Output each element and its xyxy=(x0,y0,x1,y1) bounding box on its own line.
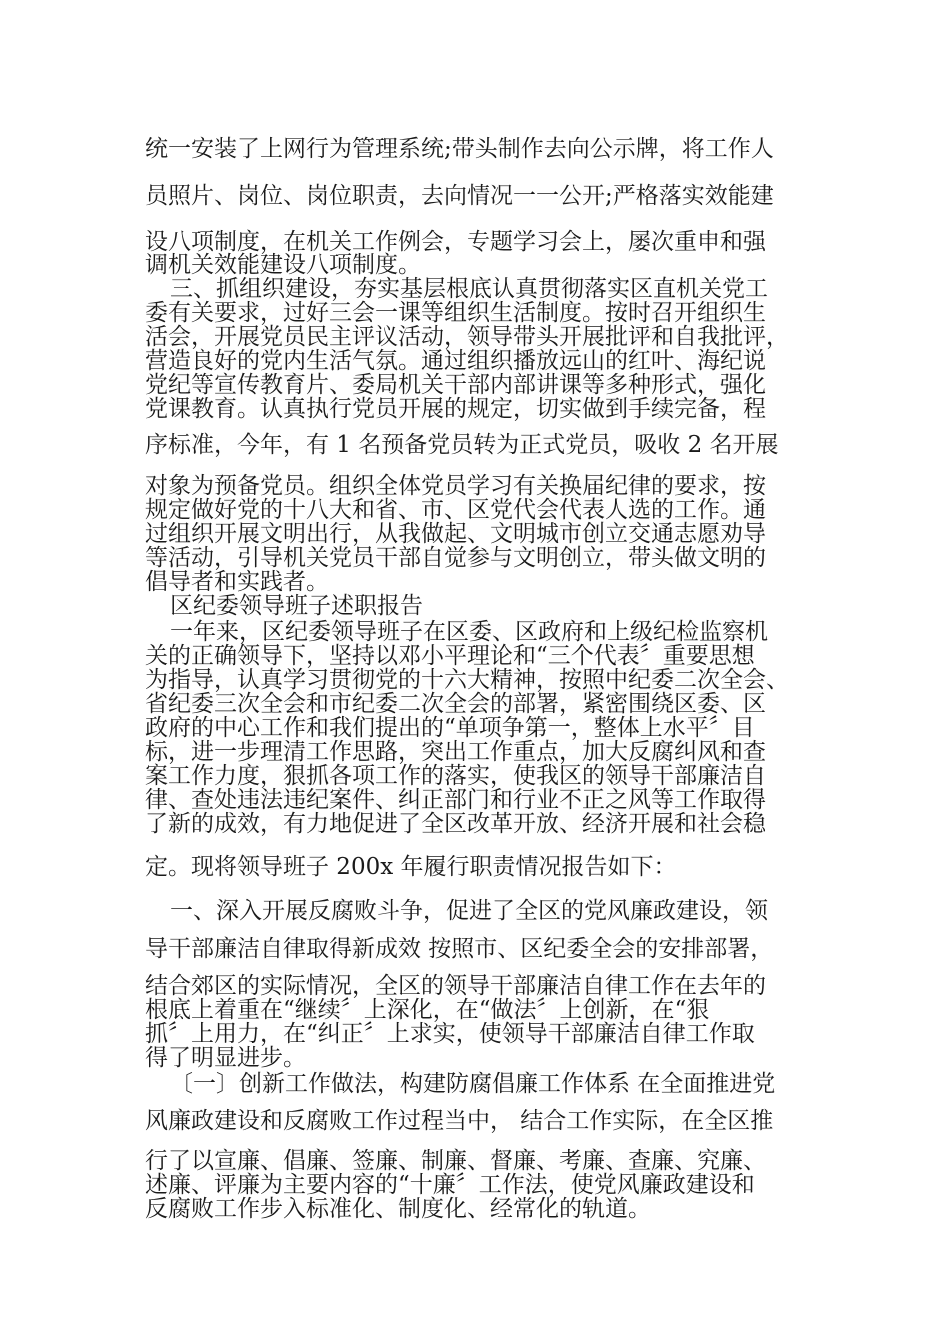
text-line: 对象为预备党员。组织全体党员学习有关换届纪律的要求，按 xyxy=(145,473,766,499)
text-line: 省纪委三次全会和市纪委二次全会的部署，紧密围绕区委、区 xyxy=(145,691,766,717)
text-line: 反腐败工作步入标准化、制度化、经常化的轨道。 xyxy=(145,1196,651,1222)
text-line: 活会，开展党员民主评议活动，领导带头开展批评和自我批评， xyxy=(145,324,789,350)
text-line: 导干部廉洁自律取得新成效 按照市、区纪委全会的安排部署， xyxy=(145,936,774,962)
text-line: 一、深入开展反腐败斗争，促进了全区的党风廉政建设，领 xyxy=(170,898,768,924)
text-line: 关的正确领导下，坚持以邓小平理论和“三个代表〞重要思想 xyxy=(145,643,755,669)
text-line: 定。现将领导班子 200x 年履行职责情况报告如下： xyxy=(145,854,677,880)
text-line: 调机关效能建设八项制度。 xyxy=(145,252,421,278)
text-line: 委有关要求，过好三会一课等组织生活制度。按时召开组织生 xyxy=(145,300,766,326)
text-line: 营造良好的党内生活气氛。通过组织播放远山的红叶、海纪说 xyxy=(145,348,766,374)
text-line: 抓〞上用力，在“纠正〞上求实，使领导干部廉洁自律工作取 xyxy=(145,1021,755,1047)
text-line: 规定做好党的十八大和省、市、区党代会代表人选的工作。通 xyxy=(145,497,766,523)
text-line: 党纪等宣传教育片、委局机关干部内部讲课等多种形式，强化 xyxy=(145,372,766,398)
text-line: 律、查处违法违纪案件、纠正部门和行业不正之风等工作取得 xyxy=(145,787,766,813)
text-line: 党课教育。认真执行党员开展的规定，切实做到手续完备，程 xyxy=(145,396,766,422)
text-line: 述廉、评廉为主要内容的“十廉〞工作法，使党风廉政建设和 xyxy=(145,1172,755,1198)
text-line: 结合郊区的实际情况，全区的领导干部廉洁自律工作在去年的 xyxy=(145,973,766,999)
text-line: 得了明显进步。 xyxy=(145,1045,306,1071)
text-line: 标，进一步理清工作思路，突出工作重点，加大反腐纠风和查 xyxy=(145,739,766,765)
text-line: 等活动，引导机关党员干部自觉参与文明创立，带头做文明的 xyxy=(145,545,766,571)
report-title: 区纪委领导班子述职报告 xyxy=(170,593,423,619)
text-line: 序标准，今年，有 1 名预备党员转为正式党员，吸收 2 名开展 xyxy=(145,432,779,458)
text-line: 了新的成效，有力地促进了全区改革开放、经济开展和社会稳 xyxy=(145,811,766,837)
text-line: 政府的中心工作和我们提出的“单项争第一，整体上水平〞目 xyxy=(145,715,755,741)
text-line: 倡导者和实践者。 xyxy=(145,569,329,595)
text-line: 设八项制度，在机关工作例会，专题学习会上，屡次重申和强 xyxy=(145,229,766,255)
text-line: 案工作力度，狠抓各项工作的落实，使我区的领导干部廉洁自 xyxy=(145,763,766,789)
text-line: 三、抓组织建设，夯实基层根底认真贯彻落实区直机关党工 xyxy=(170,276,768,302)
text-line: 〔一〕创新工作做法，构建防腐倡廉工作体系 在全面推进党 xyxy=(170,1071,776,1097)
text-line: 统一安装了上网行为管理系统;带头制作去向公示牌，将工作人 xyxy=(145,136,774,162)
text-line: 风廉政建设和反腐败工作过程当中， 结合工作实际，在全区推 xyxy=(145,1108,774,1134)
text-line: 过组织开展文明出行，从我做起、文明城市创立交通志愿劝导 xyxy=(145,521,766,547)
text-line: 员照片、岗位、岗位职责，去向情况一一公开;严格落实效能建 xyxy=(145,183,774,209)
text-line: 一年来，区纪委领导班子在区委、区政府和上级纪检监察机 xyxy=(170,619,768,645)
text-line: 行了以宣廉、倡廉、签廉、制廉、督廉、考廉、查廉、究廉、 xyxy=(145,1148,766,1174)
text-line: 为指导，认真学习贯彻党的十六大精神，按照中纪委二次全会、 xyxy=(145,667,789,693)
text-line: 根底上着重在“继续〞上深化，在“做法〞上创新，在“狠 xyxy=(145,997,710,1023)
